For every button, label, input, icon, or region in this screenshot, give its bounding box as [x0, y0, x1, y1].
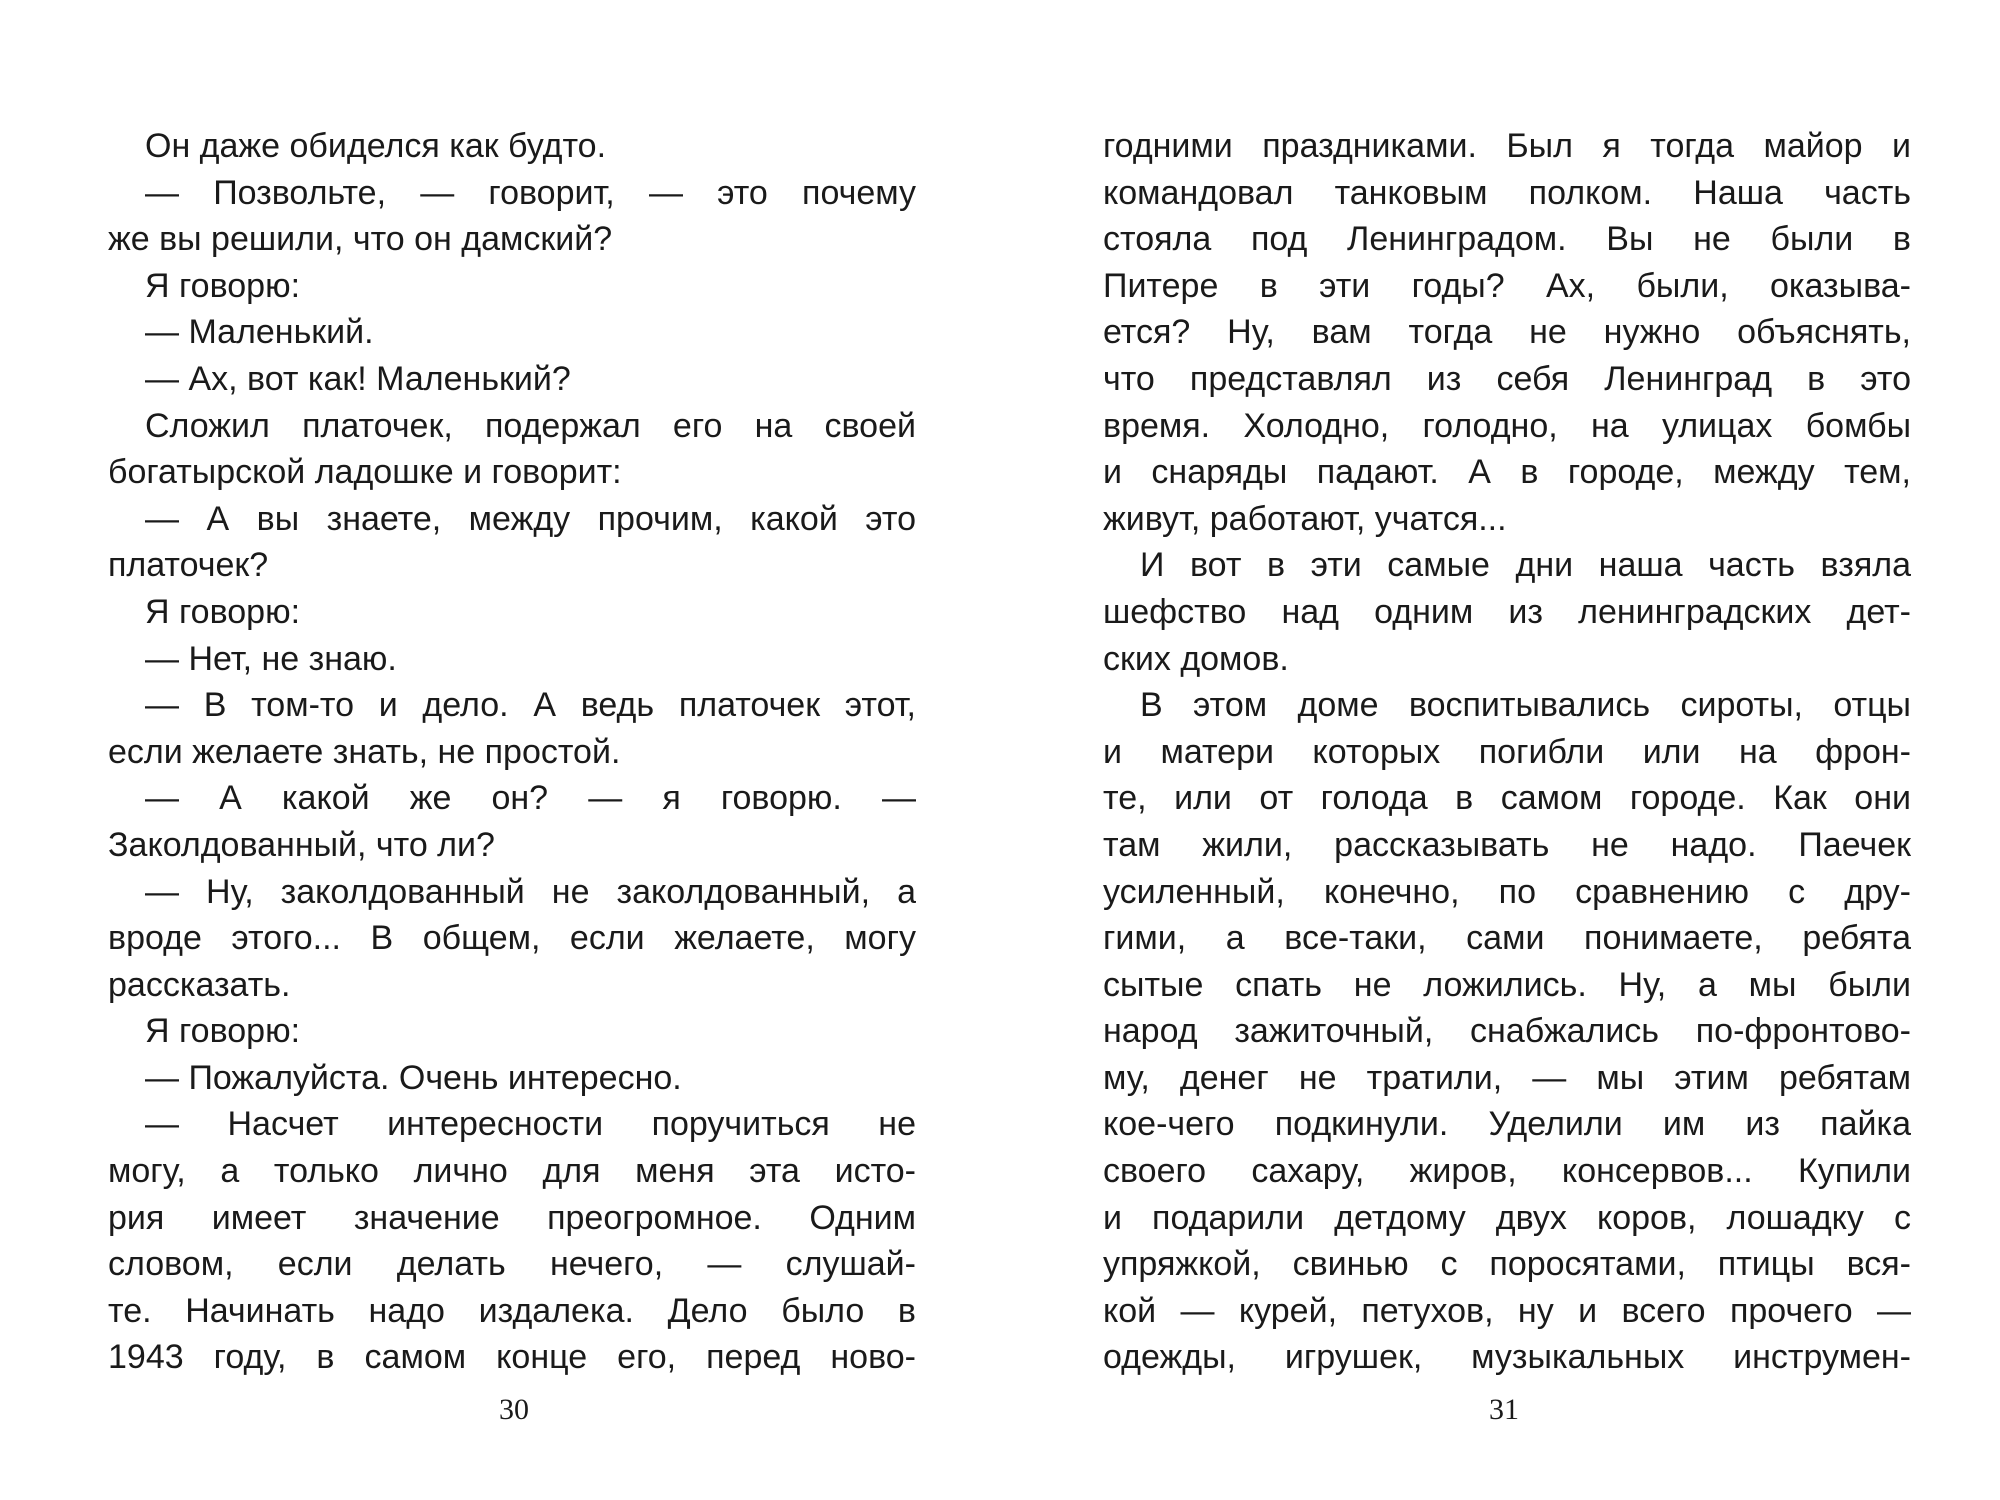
text-line: рия имеет значение преогромное. Одним — [108, 1198, 916, 1237]
text-line: и снаряды падают. А в городе, между тем, — [1103, 453, 1911, 492]
text-line: — А какой же он? — я говорю. — — [145, 779, 916, 818]
text-line: одежды, игрушек, музыкальных инструмен- — [1103, 1338, 1911, 1377]
text-line: стояла под Ленинградом. Вы не были в — [1103, 220, 1911, 259]
text-line: ется? Ну, вам тогда не нужно объяснять, — [1103, 313, 1911, 352]
text-line: платочек? — [108, 546, 269, 585]
text-line: В этом доме воспитывались сироты, отцы — [1140, 686, 1911, 725]
text-line: что представлял из себя Ленинград в это — [1103, 359, 1911, 398]
text-line: — Ну, заколдованный не заколдованный, а — [145, 872, 916, 911]
text-line: Питере в эти годы? Ах, были, оказыва- — [1103, 266, 1911, 305]
text-line: Сложил платочек, подержал его на своей — [145, 406, 916, 445]
right-page-text — [1103, 123, 1911, 1381]
text-line: те. Начинать надо издалека. Дело было в — [108, 1291, 916, 1330]
text-line: — А вы знаете, между прочим, какой это — [145, 499, 916, 538]
text-line: му, денег не тратили, — мы этим ребятам — [1103, 1058, 1911, 1097]
text-line: шефство над одним из ленинградских дет- — [1103, 592, 1911, 631]
text-line: своего сахару, жиров, консервов... Купили — [1103, 1152, 1911, 1191]
text-line: — Ах, вот как! Маленький? — [145, 359, 571, 398]
text-line: — Позвольте, — говорит, — это почему — [145, 173, 916, 212]
text-line: гими, а все-таки, сами понимаете, ребята — [1103, 919, 1911, 958]
text-line: упряжкой, свинью с поросятами, птицы вся- — [1103, 1245, 1911, 1284]
text-line: время. Холодно, голодно, на улицах бомбы — [1103, 406, 1911, 445]
text-line: народ зажиточный, снабжались по-фронтово- — [1103, 1012, 1911, 1051]
text-line: Он даже обиделся как будто. — [145, 127, 607, 165]
text-line: годними праздниками. Был я тогда майор и — [1103, 127, 1911, 165]
right-page-number: 31 — [1489, 1393, 1519, 1426]
text-line: командовал танковым полком. Наша часть — [1103, 173, 1911, 212]
text-line: — В том-то и дело. А ведь платочек этот, — [145, 686, 916, 725]
text-line: живут, работают, учатся... — [1103, 499, 1507, 538]
text-line: кой — курей, петухов, ну и всего прочего — — [1103, 1291, 1911, 1330]
text-line: там жили, рассказывать не надо. Паечек — [1103, 825, 1911, 864]
text-line: Заколдованный, что ли? — [108, 825, 495, 864]
text-line: 1943 году, в самом конце его, перед ново- — [108, 1338, 916, 1377]
text-line: сытые спать не ложились. Ну, а мы были — [1103, 965, 1911, 1004]
text-line: усиленный, конечно, по сравнению с дру- — [1103, 872, 1911, 911]
text-line: рассказать. — [108, 965, 291, 1004]
text-line: и матери которых погибли или на фрон- — [1103, 732, 1911, 771]
text-line: ских домов. — [1103, 639, 1289, 678]
right-page — [1103, 123, 1911, 1423]
text-line: кое-чего подкинули. Уделили им из пайка — [1103, 1105, 1911, 1144]
left-page — [108, 123, 916, 1423]
text-line: И вот в эти самые дни наша часть взяла — [1140, 546, 1911, 585]
left-page-text — [108, 123, 916, 1381]
text-line: те, или от голода в самом городе. Как они — [1103, 779, 1911, 818]
text-line: — Нет, не знаю. — [145, 639, 397, 678]
text-line: Я говорю: — [145, 592, 301, 631]
text-line: — Пожалуйста. Очень интересно. — [145, 1058, 682, 1097]
text-line: если желаете знать, не простой. — [108, 732, 621, 771]
text-line: вроде этого... В общем, если желаете, могу — [108, 919, 916, 958]
text-line: — Насчет интересности поручиться не — [145, 1105, 916, 1144]
left-page-number: 30 — [499, 1393, 529, 1426]
text-line: могу, а только лично для меня эта исто- — [108, 1152, 916, 1191]
text-line: — Маленький. — [145, 313, 374, 352]
text-line: и подарили детдому двух коров, лошадку с — [1103, 1198, 1911, 1237]
text-line: Я говорю: — [145, 266, 301, 305]
text-line: богатырской ладошке и говорит: — [108, 453, 622, 492]
text-line: словом, если делать нечего, — слушай- — [108, 1245, 916, 1284]
text-line: же вы решили, что он дамский? — [108, 220, 613, 259]
text-line: Я говорю: — [145, 1012, 301, 1051]
